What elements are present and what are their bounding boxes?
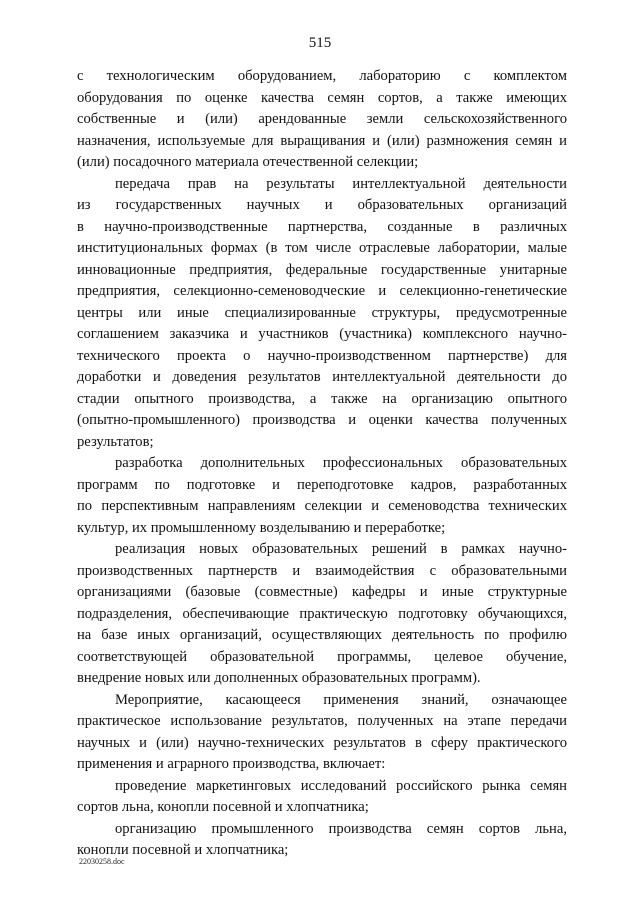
page-number: 515	[308, 35, 332, 51]
text-line: оборудования по оценке качества семян сортов, а также имеющих	[77, 89, 567, 106]
text-line: организацию промышленного производства семян сортов льна,	[115, 820, 567, 837]
text-line: результатов;	[77, 433, 154, 450]
text-line: назначения, используемые для выращивания и (или) размножения семян и	[77, 132, 567, 149]
document-body	[77, 66, 567, 862]
text-line: с технологическим оборудованием, лабораторию с комплектом	[77, 68, 567, 84]
text-line: научных и (или) научно-технических результатов в сферу практического	[77, 734, 567, 751]
text-line: инновационные предприятия, федеральные государственные унитарные	[77, 261, 567, 278]
text-line: передача прав на результаты интеллектуальной деятельности	[115, 175, 567, 192]
text-line: реализация новых образовательных решений в рамках научно-	[115, 541, 567, 557]
text-line: культур, их промышленному возделыванию и переработке;	[77, 519, 446, 536]
text-line: по перспективным направлениям селекции и семеноводства технических	[77, 498, 567, 514]
document-file-code: 22030258.doc	[79, 857, 125, 866]
text-line: стадии опытного производства, а также на организацию опытного	[77, 390, 567, 407]
text-line: производственных партнерств и взаимодействия с образовательными	[77, 562, 567, 579]
text-line: соответствующей образовательной программы, целевое обучение,	[77, 648, 567, 665]
text-line: из государственных научных и образовательных организаций	[77, 197, 567, 213]
text-line: организациями (базовые (совместные) кафедры и иные структурные	[77, 584, 567, 600]
text-line: технического проекта о научно-производственном партнерстве) для	[77, 347, 567, 364]
text-line: применения и аграрного производства, включает:	[77, 756, 386, 772]
text-line: внедрение новых или дополненных образовательных программ).	[77, 670, 481, 686]
text-line: разработка дополнительных профессиональных образовательных	[115, 455, 567, 471]
text-line: Мероприятие, касающееся применения знаний, означающее	[115, 691, 567, 708]
text-line: сортов льна, конопли посевной и хлопчатника;	[77, 799, 369, 815]
text-line: программ по подготовке и переподготовке кадров, разработанных	[77, 476, 567, 493]
text-line: соглашением заказчика и участников (участника) комплексного научно-	[77, 326, 567, 342]
text-line: на базе иных организаций, осуществляющих деятельность по профилю	[77, 627, 567, 643]
text-line: предприятия, селекционно-семеноводческие и селекционно-генетические	[77, 283, 567, 299]
text-line: институциональных формах (в том числе отраслевые лаборатории, малые	[77, 240, 567, 256]
text-line: проведение маркетинговых исследований российского рынка семян	[115, 777, 567, 794]
text-line: подразделения, обеспечивающие практическую подготовку обучающихся,	[77, 605, 567, 622]
text-line: в научно-производственные партнерства, созданные в различных	[77, 218, 567, 235]
text-line: центры или иные специализированные структуры, предусмотренные	[77, 304, 567, 321]
text-line: доработки и доведения результатов интеллектуальной деятельности до	[77, 369, 567, 385]
text-line: практическое использование результатов, полученных на этапе передачи	[77, 713, 567, 729]
text-line: собственные и (или) арендованные земли сельскохозяйственного	[77, 111, 567, 127]
text-line: конопли посевной и хлопчатника;	[77, 842, 289, 858]
text-line: (опытно-промышленного) производства и оценки качества полученных	[77, 412, 567, 428]
text-line: (или) посадочного материала отечественной селекции;	[77, 154, 419, 170]
